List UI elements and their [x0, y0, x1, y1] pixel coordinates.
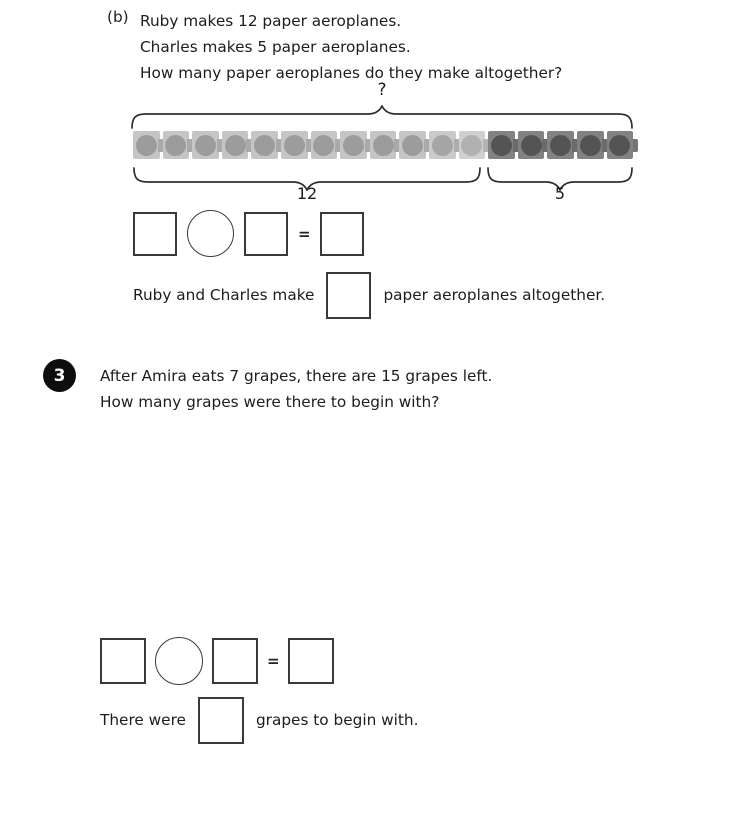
cube-stud — [225, 135, 246, 156]
cube-stud — [580, 135, 601, 156]
question-b-label: (b) — [107, 8, 129, 26]
question-3-number-badge — [43, 359, 76, 392]
answer-suffix-3: grapes to begin with. — [255, 711, 419, 729]
answer-prefix-3: There were — [100, 711, 186, 729]
cube-light — [251, 131, 278, 159]
cube-stud — [284, 135, 305, 156]
number-box-second[interactable] — [244, 212, 288, 256]
cube-dark — [607, 131, 634, 159]
cube-stud — [402, 135, 423, 156]
cube-light — [399, 131, 426, 159]
cube-stud — [165, 135, 186, 156]
equals-sign: = — [298, 224, 311, 243]
answer-box-3[interactable] — [198, 697, 244, 744]
question-b-line-1: Ruby makes 12 paper aeroplanes. — [140, 12, 402, 30]
cube-dark — [518, 131, 545, 159]
operator-circle[interactable] — [187, 210, 234, 257]
cube-light — [281, 131, 308, 159]
cube-light — [192, 131, 219, 159]
equals-sign: = — [267, 652, 280, 670]
question-3-number: 3 — [53, 365, 66, 386]
question-b-line-2: Charles makes 5 paper aeroplanes. — [140, 38, 411, 56]
number-sentence-3 — [100, 637, 334, 685]
group-label-first: 12 — [296, 184, 318, 203]
cube-dark — [488, 131, 515, 159]
question-b-line-3: How many paper aeroplanes do they make altogether? — [140, 64, 563, 82]
number-sentence-b — [133, 210, 364, 257]
cube-stud — [521, 135, 542, 156]
cube-stud — [195, 135, 216, 156]
number-box-first[interactable] — [133, 212, 177, 256]
question-3-line-1: After Amira eats 7 grapes, there are 15 grapes left. — [100, 367, 493, 385]
bar-model-total-label: ? — [377, 80, 387, 100]
answer-suffix-b: paper aeroplanes altogether. — [383, 286, 606, 304]
answer-box-b[interactable] — [326, 272, 371, 319]
answer-sentence-3 — [100, 696, 418, 744]
group-label-second: 5 — [554, 184, 566, 203]
question-b-text — [140, 8, 562, 86]
cube-stud — [491, 135, 512, 156]
cube-light — [163, 131, 190, 159]
total-brace — [131, 105, 633, 129]
number-box-first[interactable] — [100, 638, 146, 684]
cube-bar — [133, 131, 633, 159]
cube-dark — [547, 131, 574, 159]
answer-prefix-b: Ruby and Charles make — [133, 286, 315, 304]
cube-stud — [550, 135, 571, 156]
operator-circle[interactable] — [155, 637, 203, 685]
cube-light — [459, 131, 486, 159]
cube-light — [429, 131, 456, 159]
cube-light — [133, 131, 160, 159]
result-box[interactable] — [288, 638, 334, 684]
number-box-second[interactable] — [212, 638, 258, 684]
cube-light — [340, 131, 367, 159]
cube-connector — [633, 139, 638, 152]
question-3-line-2: How many grapes were there to begin with? — [100, 393, 440, 411]
cube-stud — [136, 135, 157, 156]
cube-stud — [254, 135, 275, 156]
cube-stud — [609, 135, 630, 156]
cube-stud — [461, 135, 482, 156]
cube-stud — [313, 135, 334, 156]
answer-sentence-b — [133, 271, 605, 319]
result-box[interactable] — [320, 212, 364, 256]
cube-dark — [577, 131, 604, 159]
cube-stud — [343, 135, 364, 156]
cube-stud — [373, 135, 394, 156]
cube-light — [370, 131, 397, 159]
question-3-text — [100, 363, 492, 415]
cube-light — [222, 131, 249, 159]
cube-light — [311, 131, 338, 159]
cube-stud — [432, 135, 453, 156]
